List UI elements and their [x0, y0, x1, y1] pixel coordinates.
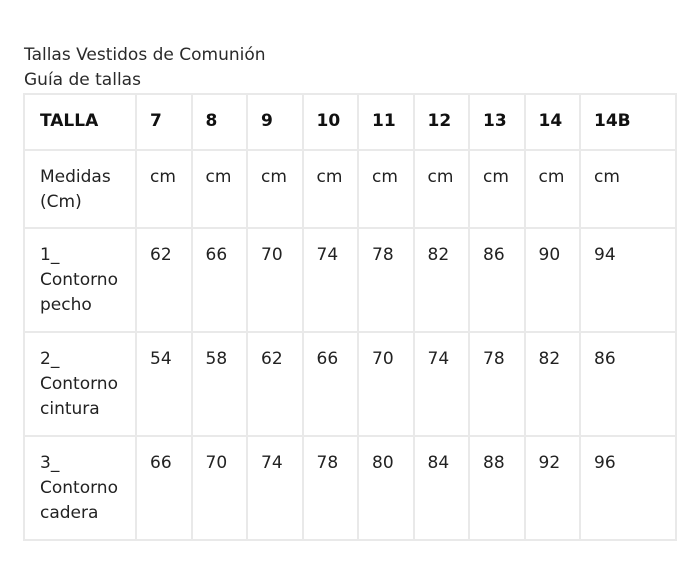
table-row [24, 150, 676, 228]
header-label-cell: TALLA [24, 94, 136, 150]
table-header-row [24, 94, 676, 150]
value-cell: 74 [414, 332, 470, 436]
size-chart-table [23, 93, 677, 541]
unit-cell: cm [469, 150, 525, 228]
value-cell: 62 [136, 228, 192, 332]
size-header-cell: 11 [358, 94, 414, 150]
value-cell: 70 [247, 228, 303, 332]
table-row [24, 332, 676, 436]
value-cell: 82 [414, 228, 470, 332]
row-label-line: 2_ [40, 349, 60, 369]
unit-cell: cm [136, 150, 192, 228]
value-cell: 96 [580, 436, 676, 540]
size-header-cell: 14 [525, 94, 581, 150]
value-cell: 62 [247, 332, 303, 436]
row-label-line: Contorno [40, 478, 118, 498]
value-cell: 78 [358, 228, 414, 332]
unit-cell: cm [247, 150, 303, 228]
row-label-line: pecho [40, 295, 92, 315]
value-cell: 92 [525, 436, 581, 540]
value-cell: 74 [247, 436, 303, 540]
value-cell: 66 [136, 436, 192, 540]
row-label-cell [24, 436, 136, 540]
unit-cell: cm [580, 150, 676, 228]
row-label-line: Contorno [40, 374, 118, 394]
unit-cell: cm [358, 150, 414, 228]
value-cell: 84 [414, 436, 470, 540]
value-cell: 86 [580, 332, 676, 436]
row-label-line: Medidas [40, 167, 111, 187]
size-header-cell: 9 [247, 94, 303, 150]
row-label-line: (Cm) [40, 192, 82, 212]
value-cell: 58 [192, 332, 248, 436]
size-header-cell: 13 [469, 94, 525, 150]
size-table-container[interactable] [23, 93, 631, 543]
page-subtitle: Guía de tallas [24, 70, 141, 90]
value-cell: 54 [136, 332, 192, 436]
row-label-line: 3_ [40, 453, 60, 473]
row-label-line: cadera [40, 503, 99, 523]
value-cell: 70 [358, 332, 414, 436]
row-label-cell [24, 228, 136, 332]
row-label-cell [24, 332, 136, 436]
row-label-line: 1_ [40, 245, 60, 265]
value-cell: 88 [469, 436, 525, 540]
page-title: Tallas Vestidos de Comunión [24, 45, 266, 65]
size-header-cell: 12 [414, 94, 470, 150]
size-header-cell: 8 [192, 94, 248, 150]
row-label-line: cintura [40, 399, 100, 419]
value-cell: 70 [192, 436, 248, 540]
value-cell: 90 [525, 228, 581, 332]
row-label-line: Contorno [40, 270, 118, 290]
size-header-cell: 14B [580, 94, 676, 150]
unit-cell: cm [192, 150, 248, 228]
unit-cell: cm [414, 150, 470, 228]
value-cell: 80 [358, 436, 414, 540]
value-cell: 74 [303, 228, 359, 332]
size-header-cell: 7 [136, 94, 192, 150]
page-header [24, 43, 266, 93]
value-cell: 66 [192, 228, 248, 332]
value-cell: 66 [303, 332, 359, 436]
size-header-cell: 10 [303, 94, 359, 150]
value-cell: 78 [469, 332, 525, 436]
value-cell: 94 [580, 228, 676, 332]
unit-cell: cm [303, 150, 359, 228]
value-cell: 78 [303, 436, 359, 540]
unit-cell: cm [525, 150, 581, 228]
table-row [24, 436, 676, 540]
table-row [24, 228, 676, 332]
row-label-cell [24, 150, 136, 228]
value-cell: 82 [525, 332, 581, 436]
value-cell: 86 [469, 228, 525, 332]
